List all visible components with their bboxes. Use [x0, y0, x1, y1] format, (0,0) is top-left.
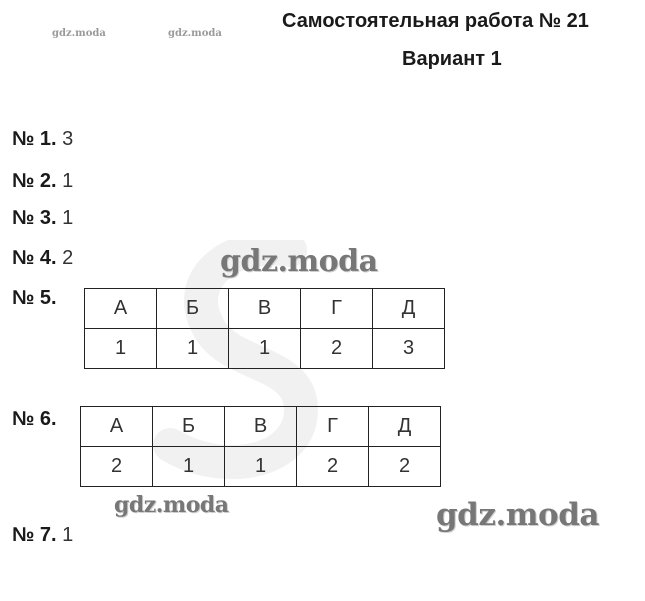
table-cell: 1 — [225, 447, 297, 487]
answer-label: № 3. — [12, 207, 57, 229]
answer-value: 1 — [62, 170, 74, 192]
answer-table-5 — [84, 288, 445, 369]
answer-2 — [12, 170, 73, 193]
answer-4 — [12, 247, 73, 270]
watermark-text: gdz.moda — [114, 492, 229, 518]
table-cell: 2 — [369, 447, 441, 487]
table-cell: 1 — [229, 329, 301, 369]
answer-value: 1 — [62, 524, 74, 546]
answer-7 — [12, 524, 73, 547]
answer-label: № 1. — [12, 128, 57, 150]
watermark-text: gdz.moda — [436, 497, 599, 533]
answer-value: 2 — [62, 247, 74, 269]
watermark-text: gdz.moda — [52, 28, 106, 39]
table-cell: 3 — [373, 329, 445, 369]
answer-label: № 2. — [12, 170, 57, 192]
table-header-row — [81, 407, 441, 447]
answer-label: № 6. — [12, 408, 57, 430]
table-row — [81, 447, 441, 487]
answer-1 — [12, 128, 73, 151]
variant-subtitle: Вариант 1 — [402, 48, 502, 70]
answer-table-6 — [80, 406, 441, 487]
table-header-cell: В — [225, 407, 297, 447]
table-header-cell: В — [229, 289, 301, 329]
table-header-cell: Б — [153, 407, 225, 447]
table-cell: 1 — [153, 447, 225, 487]
table-cell: 2 — [81, 447, 153, 487]
answer-6 — [12, 408, 57, 431]
answer-label: № 7. — [12, 524, 57, 546]
table-cell: 1 — [157, 329, 229, 369]
answer-5 — [12, 287, 57, 310]
table-header-cell: Г — [301, 289, 373, 329]
page-title: Самостоятельная работа № 21 — [282, 10, 589, 32]
table-header-cell: Д — [373, 289, 445, 329]
table-header-cell: Д — [369, 407, 441, 447]
answer-label: № 5. — [12, 287, 57, 309]
watermark-text: gdz.moda — [168, 28, 222, 39]
table-header-cell: А — [85, 289, 157, 329]
answer-value: 3 — [62, 128, 74, 150]
table-cell: 2 — [297, 447, 369, 487]
watermark-text: gdz.moda — [220, 244, 378, 279]
table-header-cell: А — [81, 407, 153, 447]
answer-label: № 4. — [12, 247, 57, 269]
answer-value: 1 — [62, 207, 74, 229]
table-header-cell: Г — [297, 407, 369, 447]
table-header-cell: Б — [157, 289, 229, 329]
table-cell: 2 — [301, 329, 373, 369]
answer-3 — [12, 207, 73, 230]
table-row — [85, 329, 445, 369]
table-header-row — [85, 289, 445, 329]
table-cell: 1 — [85, 329, 157, 369]
